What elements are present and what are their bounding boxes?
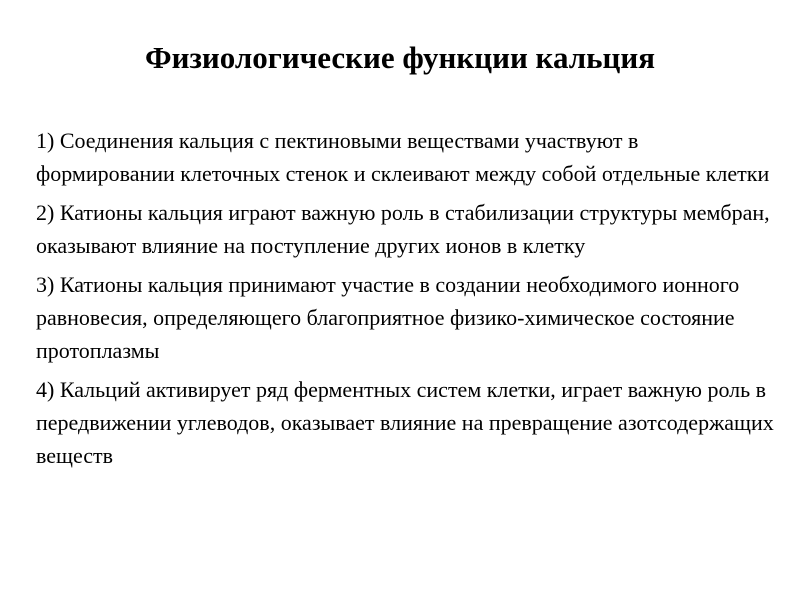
function-item-1: 1) Соединения кальция с пектиновыми веществами участвуют в формировании клеточных стенок и склеивают между собой отдельные клетки	[36, 128, 770, 186]
function-item-2: 2) Катионы кальция играют важную роль в стабилизации структуры мембран, оказывают влияние на поступление других ионов в клетку	[36, 200, 770, 258]
function-item-3: 3) Катионы кальция принимают участие в создании необходимого ионного равновесия, определяющего благоприятное физико-химическое состояние протоплазмы	[36, 272, 740, 363]
function-item-4: 4) Кальций активирует ряд ферментных систем клетки, играет важную роль в передвижении углеводов, оказывает влияние на превращение азотсодержащих веществ	[36, 377, 774, 468]
slide-title: Физиологические функции кальция	[144, 40, 656, 75]
function-list	[36, 124, 776, 478]
